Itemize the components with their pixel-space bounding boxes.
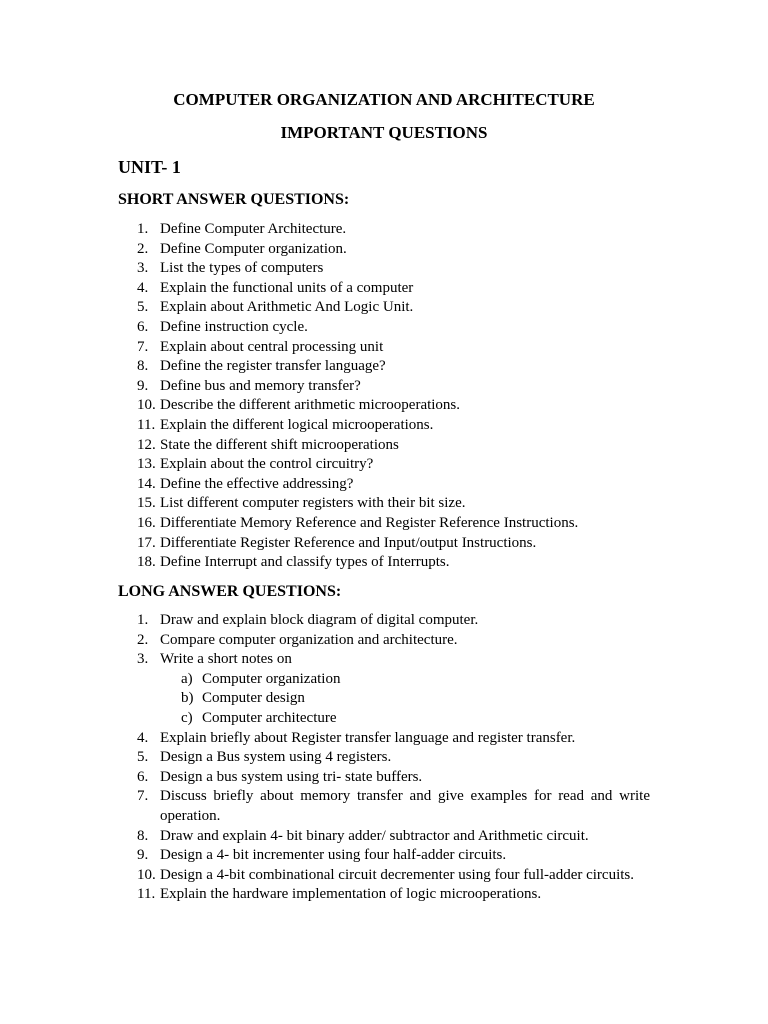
question-text: Explain the functional units of a computer: [160, 279, 414, 296]
question-text: Define Computer Architecture.: [160, 221, 347, 237]
question-text: Define bus and memory transfer?: [160, 377, 361, 394]
short-question-item: [0, 259, 650, 279]
question-number: 3.: [137, 651, 149, 668]
question-number: 1.: [137, 221, 149, 237]
question-number: 9.: [137, 377, 149, 394]
short-question-item: [0, 377, 650, 397]
question-number: 4.: [137, 279, 149, 296]
sub-question-text: Computer architecture: [202, 709, 337, 726]
short-question-item: [0, 436, 650, 456]
document-title: COMPUTER ORGANIZATION AND ARCHITECTURE: [173, 90, 595, 109]
question-text: State the different shift microoperations: [160, 436, 399, 453]
question-number: 7.: [137, 338, 149, 355]
question-text: Explain briefly about Register transfer language and register transfer.: [160, 729, 576, 746]
short-question-item: [0, 455, 650, 475]
long-question-item: [0, 846, 650, 866]
long-question-item: [0, 827, 650, 847]
question-text: List the types of computers: [160, 260, 324, 277]
short-question-item: [0, 298, 650, 318]
sub-question-item: [160, 689, 650, 709]
question-number: 8.: [137, 358, 149, 375]
question-number: 1.: [137, 612, 149, 628]
document-subtitle: IMPORTANT QUESTIONS: [280, 123, 488, 142]
question-number: 2.: [137, 240, 149, 257]
question-text: Explain the hardware implementation of logic microoperations.: [160, 886, 542, 903]
short-answer-heading: SHORT ANSWER QUESTIONS:: [118, 191, 350, 208]
question-number: 6.: [137, 318, 149, 335]
question-text: Draw and explain block diagram of digital computer.: [160, 612, 479, 628]
question-number: 3.: [137, 260, 149, 277]
long-question-item: [0, 650, 650, 728]
sub-question-text: Computer organization: [202, 670, 341, 687]
question-number: 6.: [137, 768, 149, 785]
question-text: Define Interrupt and classify types of Interrupts.: [160, 554, 450, 571]
short-question-item: [0, 338, 650, 358]
long-question-item: [0, 631, 650, 651]
question-text: Define instruction cycle.: [160, 318, 308, 335]
question-number: 17.: [137, 534, 156, 551]
question-number: 11.: [137, 886, 156, 903]
sub-question-letter: c): [181, 709, 193, 726]
sub-question-item: [160, 670, 650, 690]
question-number: 10.: [137, 397, 156, 414]
short-question-item: [0, 494, 650, 514]
question-text: Design a Bus system using 4 registers.: [160, 749, 392, 766]
question-number: 7.: [137, 788, 149, 805]
question-text: Write a short notes on: [160, 651, 292, 668]
short-question-item: [0, 534, 650, 554]
question-text: Draw and explain 4- bit binary adder/ subtractor and Arithmetic circuit.: [160, 827, 589, 844]
short-question-item: [0, 514, 650, 534]
sub-question-item: [160, 709, 650, 729]
short-question-item: [0, 553, 650, 573]
long-question-item: [0, 866, 650, 886]
question-number: 11.: [137, 416, 156, 433]
short-question-item: [0, 279, 650, 299]
short-answer-list: [0, 220, 650, 573]
short-question-item: [0, 396, 650, 416]
short-question-item: [0, 240, 650, 260]
question-number: 13.: [137, 456, 156, 473]
sub-question-letter: b): [181, 690, 194, 707]
sub-question-text: Computer design: [202, 690, 305, 707]
question-text: Explain about the control circuitry?: [160, 456, 374, 473]
long-question-item: [0, 729, 650, 749]
question-number: 2.: [137, 631, 149, 648]
question-text: Explain the different logical microoperations.: [160, 416, 434, 433]
question-number: 5.: [137, 749, 149, 766]
question-text: Describe the different arithmetic microoperations.: [160, 397, 461, 414]
question-text: Define the register transfer language?: [160, 358, 386, 375]
long-question-item: [0, 611, 650, 631]
unit-heading: UNIT- 1: [118, 157, 181, 177]
short-question-item: [0, 357, 650, 377]
question-text: Design a 4-bit combinational circuit decrementer using four full-adder circuits.: [160, 866, 635, 883]
question-text: Explain about central processing unit: [160, 338, 384, 355]
short-question-item: [0, 220, 650, 240]
question-number: 14.: [137, 475, 156, 492]
question-text: Explain about Arithmetic And Logic Unit.: [160, 299, 414, 316]
long-answer-list: [0, 611, 650, 905]
question-number: 5.: [137, 299, 149, 316]
question-text: Differentiate Register Reference and Input/output Instructions.: [160, 534, 537, 551]
long-question-item: [0, 787, 650, 826]
long-question-item: [0, 768, 650, 788]
sub-question-list: [160, 670, 650, 729]
question-number: 9.: [137, 847, 149, 864]
short-question-item: [0, 475, 650, 495]
question-text: Design a 4- bit incrementer using four half-adder circuits.: [160, 847, 507, 864]
question-text: Differentiate Memory Reference and Register Reference Instructions.: [160, 514, 579, 531]
question-text: Discuss briefly about memory transfer and give examples for read and write operation.: [160, 788, 650, 824]
question-number: 4.: [137, 729, 149, 746]
question-number: 18.: [137, 554, 156, 571]
long-answer-heading: LONG ANSWER QUESTIONS:: [118, 583, 342, 600]
short-question-item: [0, 318, 650, 338]
question-text: Compare computer organization and architecture.: [160, 631, 458, 648]
question-number: 12.: [137, 436, 156, 453]
question-number: 15.: [137, 495, 156, 512]
sub-question-letter: a): [181, 670, 193, 687]
short-question-item: [0, 416, 650, 436]
question-number: 10.: [137, 866, 156, 883]
question-number: 8.: [137, 827, 149, 844]
long-question-item: [0, 748, 650, 768]
question-text: Define Computer organization.: [160, 240, 347, 257]
question-text: Define the effective addressing?: [160, 475, 354, 492]
question-number: 16.: [137, 514, 156, 531]
question-text: List different computer registers with their bit size.: [160, 495, 466, 512]
question-text: Design a bus system using tri- state buffers.: [160, 768, 423, 785]
long-question-item: [0, 885, 650, 905]
